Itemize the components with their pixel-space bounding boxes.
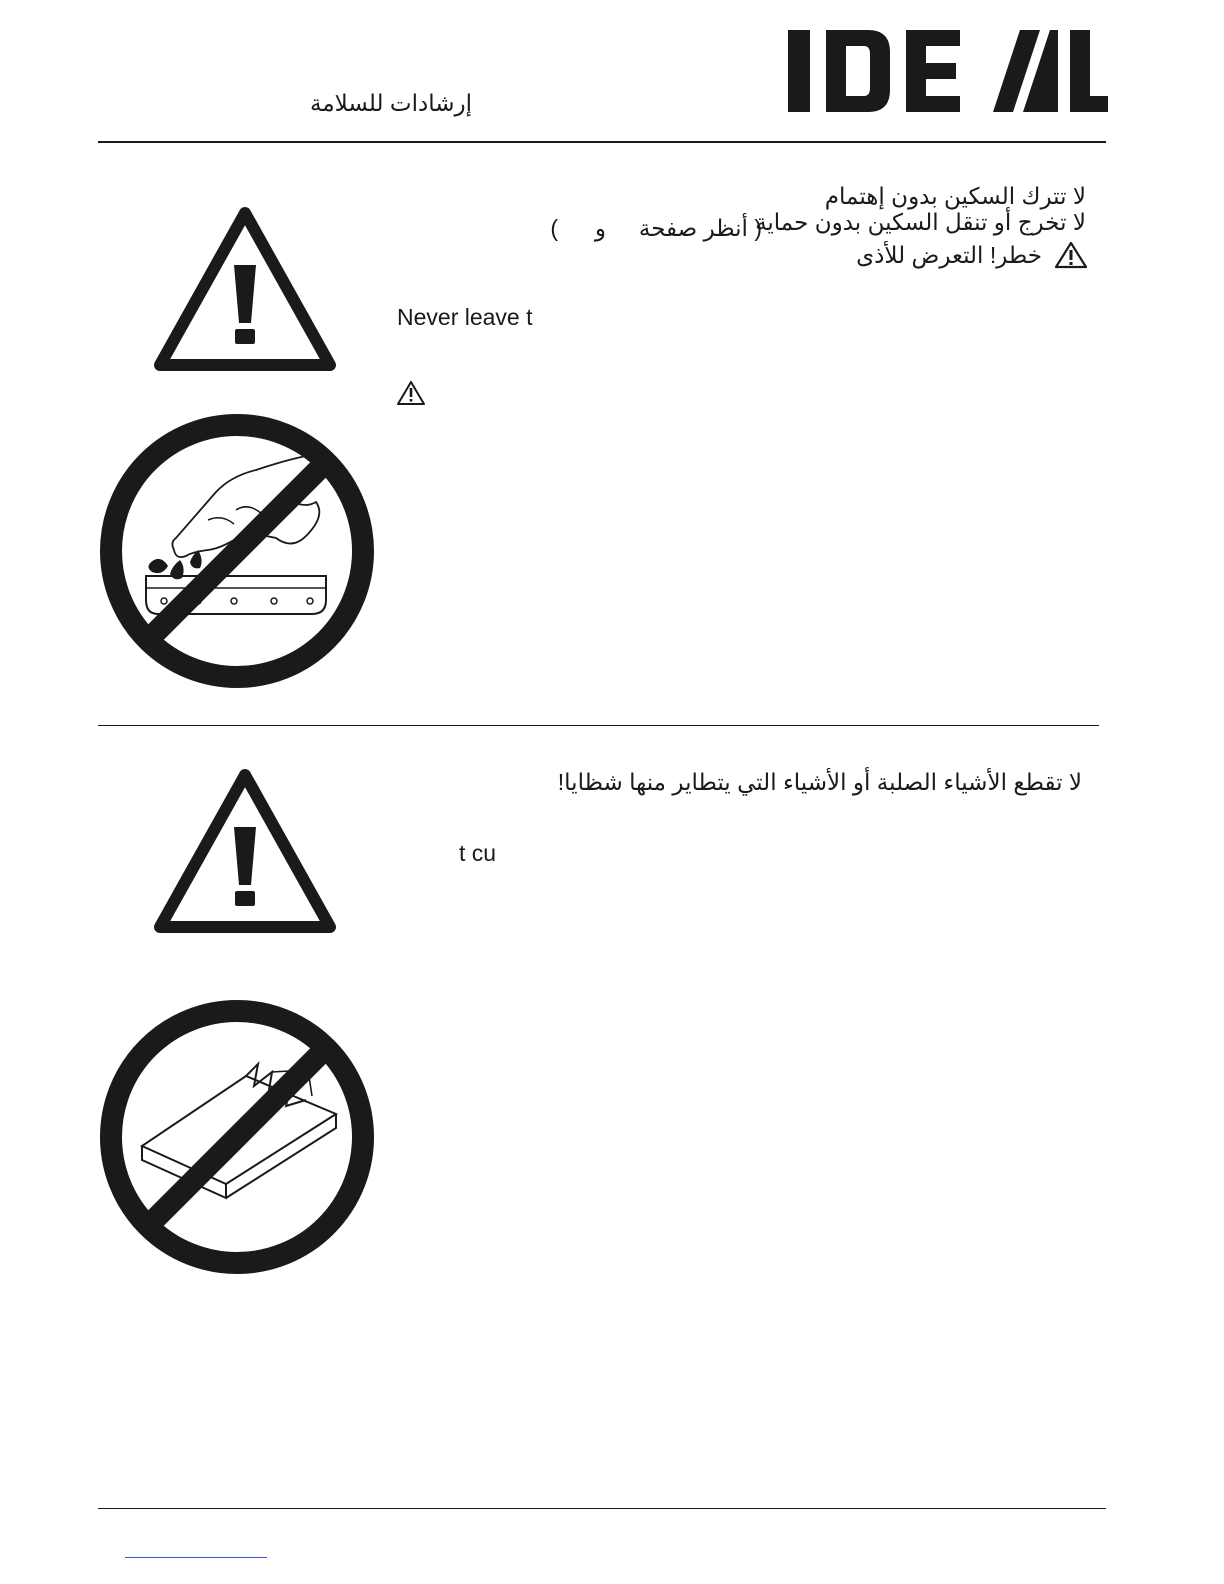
header-rule: [98, 141, 1106, 143]
section-title: إرشادات للسلامة: [310, 90, 472, 116]
section1-warning-triangle-icon: [152, 205, 338, 373]
section1-ar-line1: لا تترك السكين بدون إهتمام: [824, 183, 1086, 209]
ideal-logo: [788, 30, 1108, 114]
footer-link-underline[interactable]: [125, 1557, 267, 1558]
section1-ar-ref-open: ( أنظر صفحة: [638, 215, 762, 241]
section1-ar-line3: خطر! التعرض للأذى: [856, 242, 1042, 268]
section1-ar-line2: لا تخرج أو تنقل السكين بدون حماية: [755, 209, 1086, 235]
section1-ar-ref-and: و: [594, 215, 606, 241]
section2-en-text: t cu: [459, 840, 497, 866]
section1-small-warning-icon: [396, 380, 426, 406]
small-warning-icon: [1054, 241, 1088, 269]
section1-ar-line3-row: [840, 241, 1088, 271]
section2-warning-triangle-icon: [152, 767, 338, 935]
footer-rule: [98, 1508, 1106, 1509]
section2-ar-line1: لا تقطع الأشياء الصلبة أو الأشياء التي يتطاير منها شظايا!: [557, 769, 1082, 795]
section2-no-cutting-hard-objects-icon: [96, 996, 378, 1278]
section-divider: [98, 725, 1099, 726]
section1-ar-ref-close: ): [550, 215, 558, 241]
section1-en-text: Never leave t: [397, 304, 533, 330]
section1-no-touching-blade-icon: [96, 410, 378, 692]
